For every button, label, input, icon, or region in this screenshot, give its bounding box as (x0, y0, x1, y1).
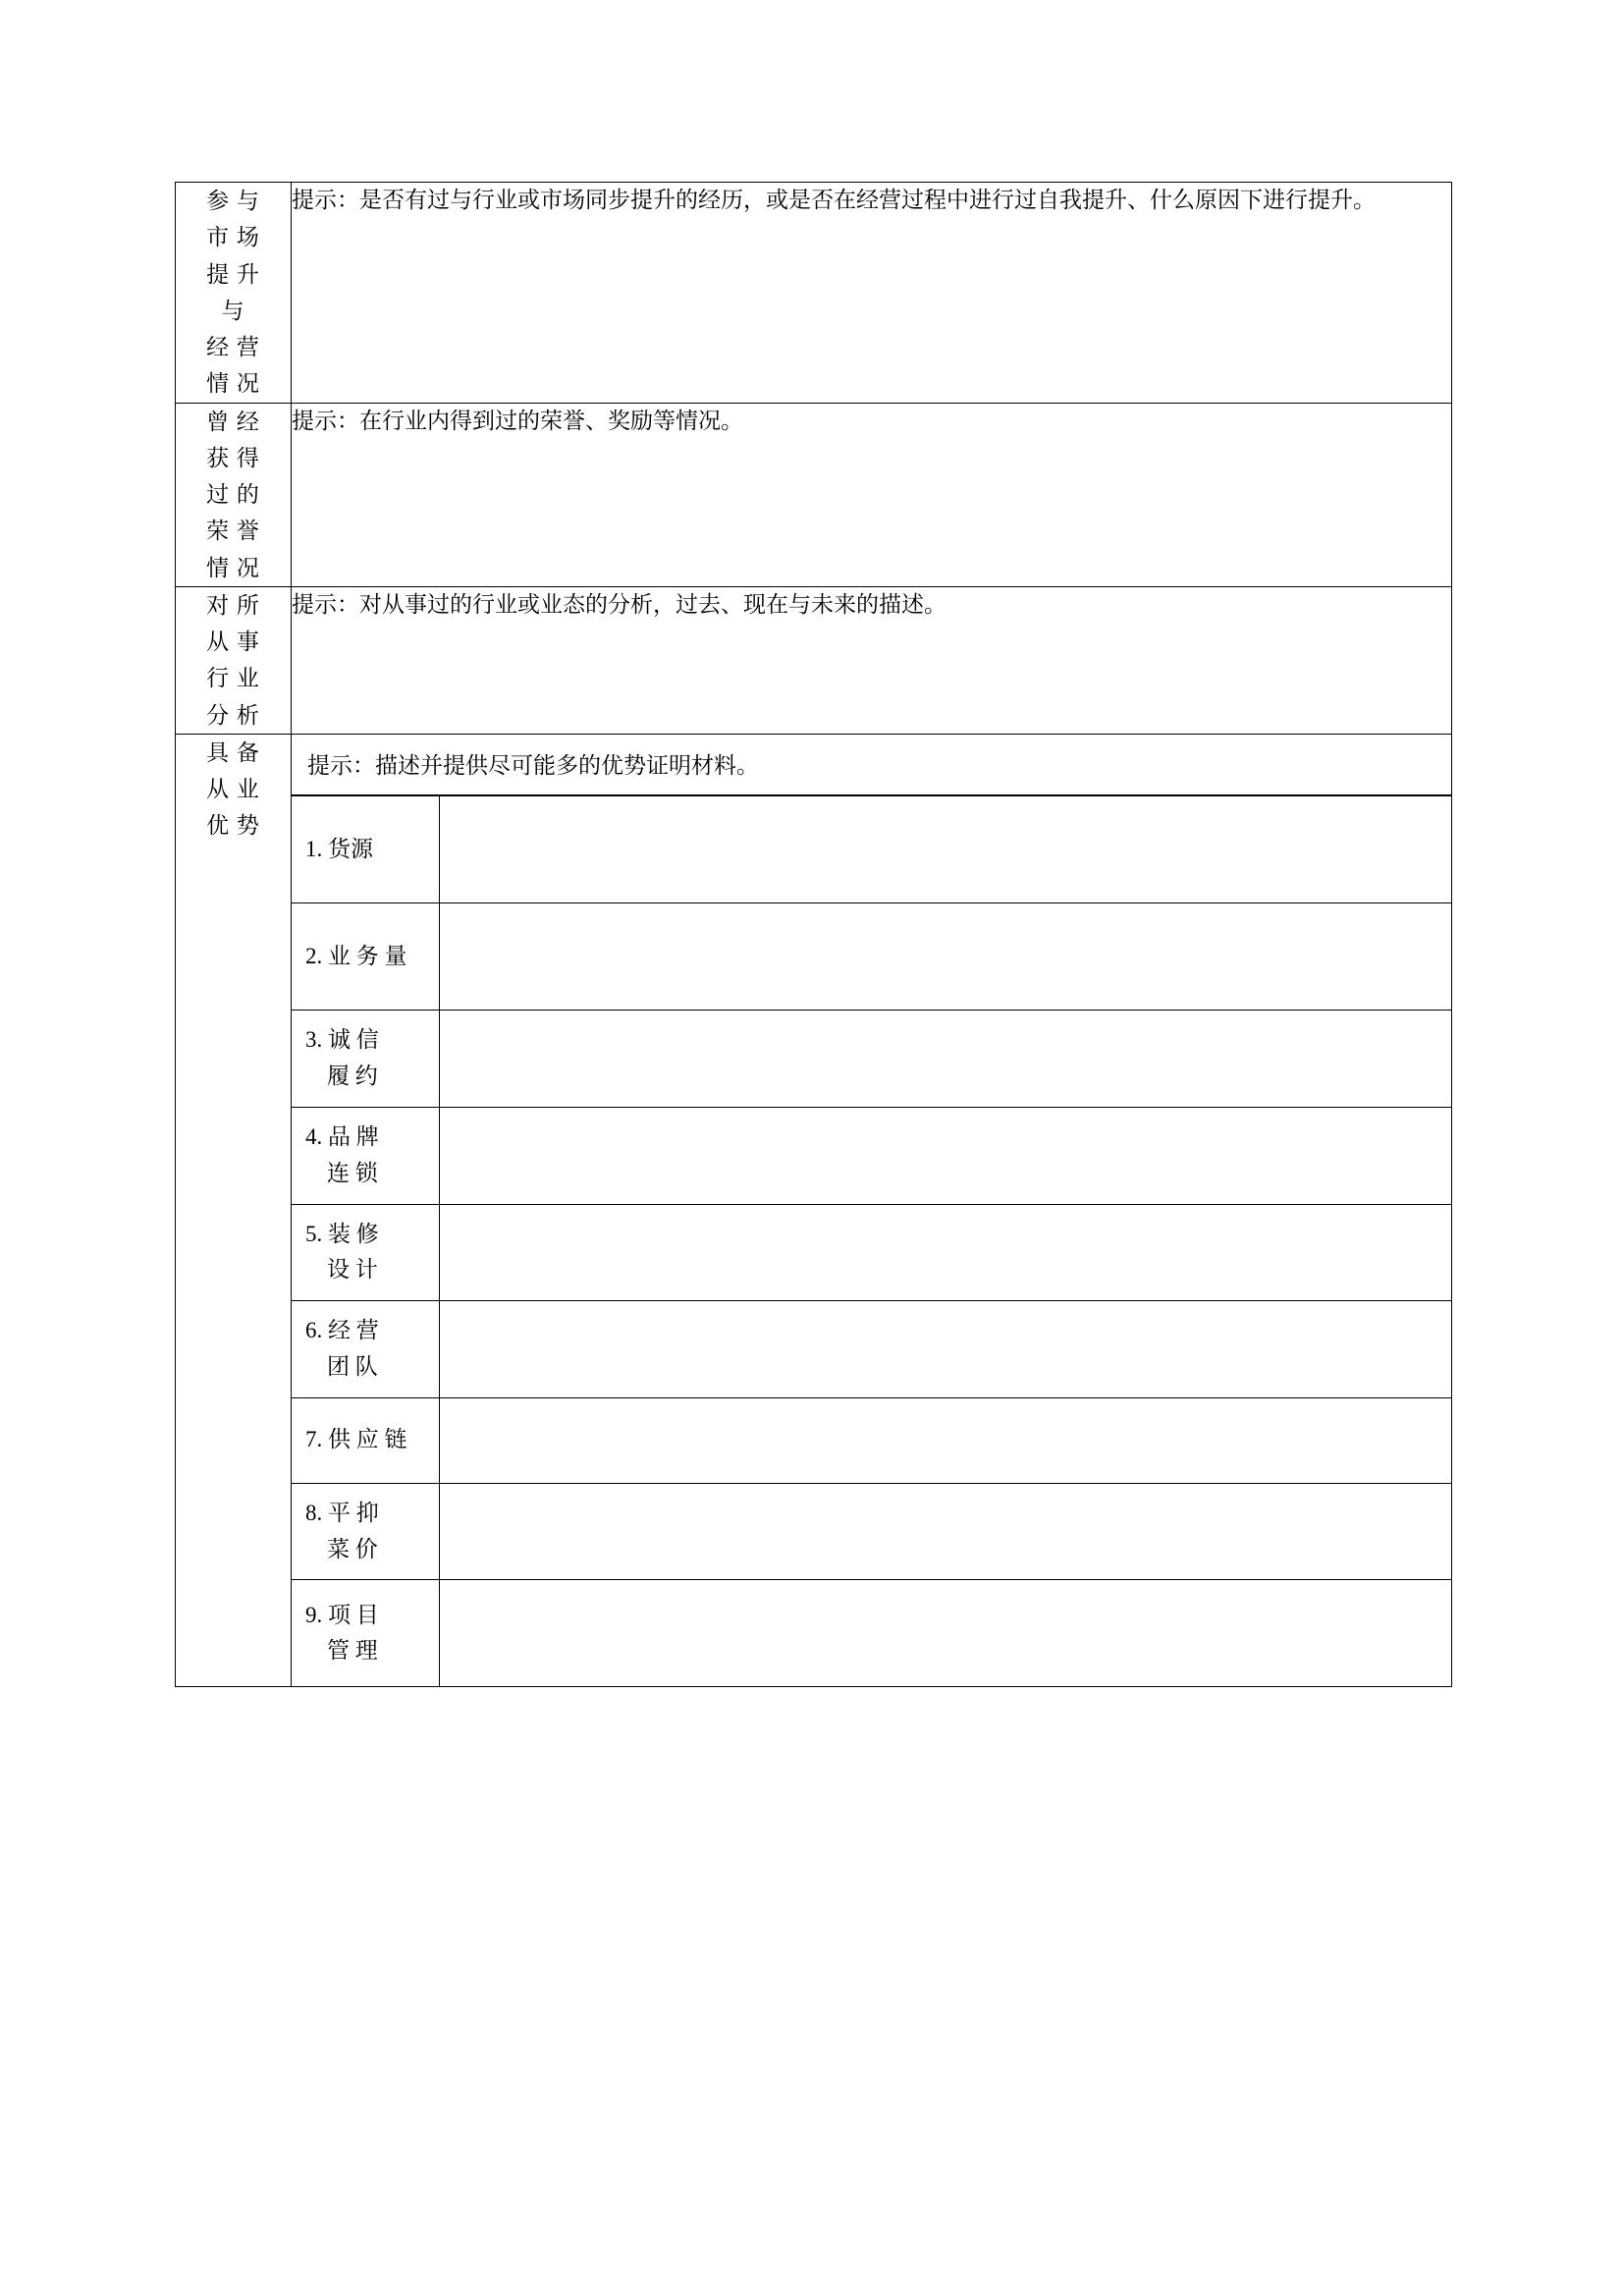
label-line: 获 得 (206, 445, 260, 470)
table-row (176, 183, 1452, 404)
advantage-name-8b: 菜 价 (327, 1536, 378, 1561)
advantage-num-5: 5. (305, 1221, 323, 1246)
advantage-value-9[interactable] (439, 1580, 1451, 1687)
advantage-num-3: 3. (305, 1027, 323, 1053)
advantage-value-2[interactable] (439, 903, 1451, 1011)
label-line: 从 业 (206, 777, 260, 801)
advantage-name-6b: 团 队 (327, 1353, 378, 1379)
advantage-name-4b: 连 锁 (327, 1160, 378, 1185)
label-line: 从 事 (206, 629, 260, 654)
answer-cell-honors[interactable] (292, 403, 1452, 586)
row-label-industry-analysis (176, 586, 292, 734)
row-label-advantages (176, 734, 292, 1687)
advantage-value-4[interactable] (439, 1107, 1451, 1204)
label-line: 曾 经 (206, 409, 260, 434)
list-item (292, 1397, 1451, 1483)
advantage-name-9: 项 目 (328, 1602, 379, 1627)
advantage-name-5: 装 修 (328, 1221, 379, 1246)
label-line: 参 与 (206, 189, 260, 213)
table-row (176, 586, 1452, 734)
answer-cell-industry-analysis[interactable] (292, 586, 1452, 734)
advantage-num-7: 7. (305, 1427, 323, 1452)
list-item (292, 903, 1451, 1011)
label-line: 对 所 (206, 592, 260, 618)
label-line: 市 场 (206, 225, 260, 250)
list-item (292, 1011, 1451, 1108)
hint-text-advantages: 提示：描述并提供尽可能多的优势证明材料。 (292, 735, 1451, 796)
advantage-name-3b: 履 约 (327, 1064, 378, 1089)
advantage-name-1: 货源 (328, 836, 373, 861)
hint-text-industry-analysis: 提示：对从事过的行业或业态的分析，过去、现在与未来的描述。 (292, 591, 947, 617)
answer-cell-market-upgrade[interactable] (292, 183, 1452, 404)
label-line: 情 况 (206, 555, 260, 580)
advantage-num-1: 1. (305, 836, 323, 861)
list-item (292, 796, 1451, 903)
advantage-num-4: 4. (305, 1123, 323, 1149)
label-line: 过 的 (206, 482, 260, 507)
advantage-label-1 (292, 796, 439, 903)
list-item (292, 1204, 1451, 1301)
advantage-value-6[interactable] (439, 1301, 1451, 1398)
advantage-num-8: 8. (305, 1500, 323, 1525)
advantage-value-8[interactable] (439, 1483, 1451, 1580)
label-line: 分 析 (206, 702, 260, 728)
advantage-num-2: 2. (305, 943, 323, 968)
label-line: 具 备 (206, 739, 260, 765)
list-item (292, 1301, 1451, 1398)
table-row (176, 403, 1452, 586)
advantages-cell (292, 734, 1452, 1687)
advantage-num-9: 9. (305, 1602, 323, 1627)
label-line: 优 势 (206, 813, 260, 839)
table-row (176, 734, 1452, 1687)
advantage-label-2 (292, 903, 439, 1011)
hint-text-honors: 提示：在行业内得到过的荣誉、奖励等情况。 (292, 408, 743, 433)
label-line: 行 业 (206, 666, 260, 691)
label-line: 情 况 (206, 371, 260, 397)
advantage-num-6: 6. (305, 1318, 323, 1343)
advantage-name-4: 品 牌 (328, 1123, 379, 1149)
label-line: 与 (221, 298, 245, 323)
advantage-name-2: 业 务 量 (328, 943, 407, 968)
advantage-label-4 (292, 1107, 439, 1204)
advantage-name-8: 平 抑 (328, 1500, 379, 1525)
advantage-label-3 (292, 1011, 439, 1108)
advantage-name-6: 经 营 (328, 1318, 379, 1343)
list-item (292, 1107, 1451, 1204)
survey-form-table (175, 182, 1452, 1687)
advantage-name-7: 供 应 链 (328, 1427, 407, 1452)
label-line: 提 升 (206, 261, 260, 287)
advantage-value-3[interactable] (439, 1011, 1451, 1108)
advantage-name-5b: 设 计 (327, 1257, 378, 1283)
label-line: 经 营 (206, 335, 260, 359)
advantage-label-7 (292, 1397, 439, 1483)
row-label-honors (176, 403, 292, 586)
advantages-table (292, 795, 1451, 1686)
hint-text-market-upgrade: 提示：是否有过与行业或市场同步提升的经历，或是否在经营过程中进行过自我提升、什么原因下进行提升。 (292, 188, 1376, 212)
advantage-label-6 (292, 1301, 439, 1398)
label-line: 荣 誉 (206, 519, 260, 544)
advantage-label-9 (292, 1580, 439, 1687)
advantage-label-8 (292, 1483, 439, 1580)
list-item (292, 1483, 1451, 1580)
list-item (292, 1580, 1451, 1687)
advantage-name-3: 诚 信 (328, 1027, 379, 1053)
advantage-value-7[interactable] (439, 1397, 1451, 1483)
advantage-label-5 (292, 1204, 439, 1301)
advantage-value-5[interactable] (439, 1204, 1451, 1301)
row-label-market-upgrade (176, 183, 292, 404)
advantage-value-1[interactable] (439, 796, 1451, 903)
advantage-name-9b: 管 理 (327, 1638, 378, 1664)
